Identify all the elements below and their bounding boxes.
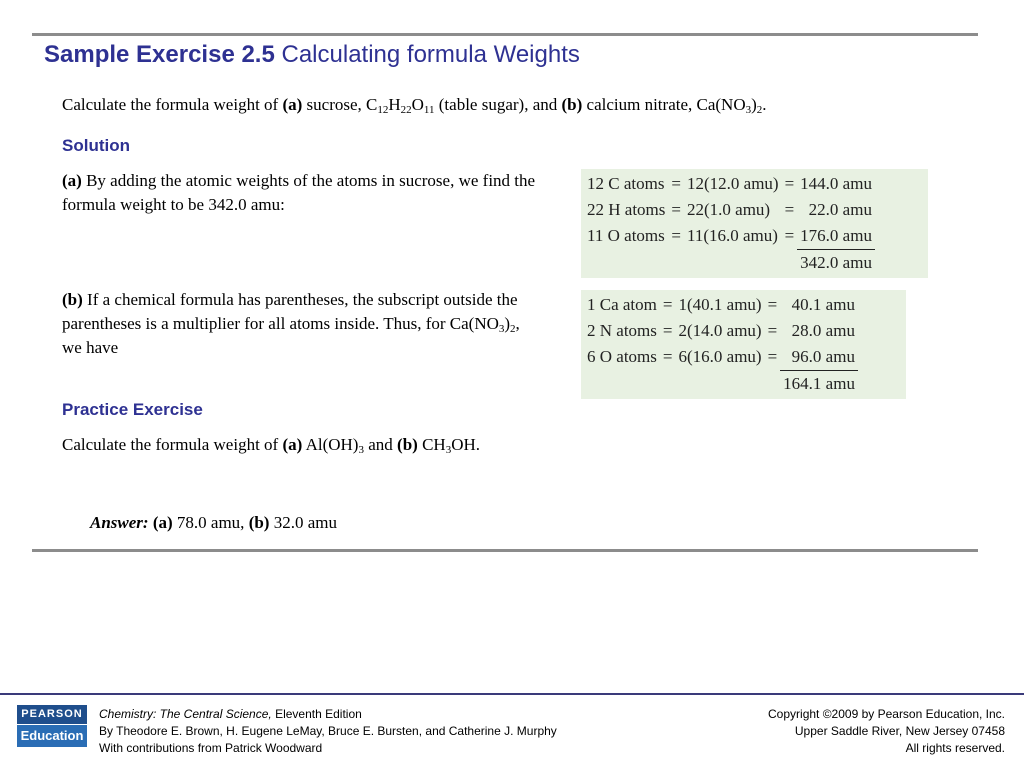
expression-cell: 6(16.0 amu) [678,347,762,367]
practice-heading: Practice Exercise [62,400,203,419]
title-topic: Calculating formula Weights [281,41,580,68]
practice-part: and [363,435,398,454]
book-line [99,706,557,723]
equals-sign: = [784,200,795,219]
part-b-body: If a chemical formula has parentheses, the subscript outside the parentheses is a multiplier for all atoms inside. Thus, for Ca(NO [62,290,518,333]
copyright-line: Copyright ©2009 by Pearson Education, Inc. [768,707,1005,721]
value-cell: 176.0 amu [797,223,875,250]
question-part: Calculate the formula weight of [62,95,283,114]
part-b-body: , we have [62,314,520,357]
subscript: 12 [377,104,389,116]
calcium-nitrate-calculation [581,290,906,399]
expression-cell: 22(1.0 amu) [686,200,771,219]
pearson-education-logo [17,705,87,747]
question-part: (table sugar), and [434,95,562,114]
label-b: (b) [561,95,583,114]
calc-row [584,344,858,371]
footer-copyright [768,706,1005,757]
practice-text [62,433,480,457]
subscript: 3 [358,444,364,456]
equals-sign: = [784,226,795,246]
calcium-nitrate-calc-table [584,292,858,397]
logo-top-text: PEARSON [17,705,87,724]
atoms-cell: 2 N atoms [587,321,657,340]
value-cell: 96.0 amu [780,344,858,371]
label-a: (a) [152,513,173,532]
answer-line [90,511,337,535]
equals-sign: = [662,321,673,340]
address-line: Upper Saddle River, New Jersey 07458 [794,724,1005,738]
label-a: (a) [282,95,303,114]
practice-part: OH. [451,435,480,454]
value-cell: 144.0 amu [800,174,872,193]
part-a-body: By adding the atomic weights of the atoms in sucrose, we find the formula weight to be 342.0 amu: [62,171,536,214]
top-divider [32,33,978,36]
slide-title [44,41,580,69]
label-b: (b) [397,435,418,454]
practice-part: Calculate the formula weight of [62,435,283,454]
calc-total-row [584,250,875,277]
equals-sign: = [767,295,778,314]
rights-line: All rights reserved. [905,741,1005,755]
equals-sign: = [671,226,681,246]
practice-part: CH [417,435,446,454]
value-cell: 40.1 amu [791,295,855,314]
bottom-divider [32,549,978,552]
calc-row [584,197,875,223]
expression-cell: 1(40.1 amu) [678,295,762,314]
total-value: 342.0 amu [800,253,872,272]
value-cell: 28.0 amu [791,321,855,340]
label-b: (b) [248,513,270,532]
question-part: H [388,95,401,114]
question-part: . [762,95,767,114]
question-part: calcium nitrate, Ca(NO [582,95,746,114]
sucrose-calc-table [584,171,875,276]
question-part: O [411,95,424,114]
subscript: 3 [445,444,452,456]
equals-sign: = [784,174,795,193]
calc-total-row [584,371,858,398]
atoms-cell: 6 O atoms [587,347,657,367]
question-part: sucrose, C [302,95,378,114]
authors-line: By Theodore E. Brown, H. Eugene LeMay, Bruce E. Bursten, and Catherine J. Murphy [99,724,557,738]
calc-row [584,318,858,344]
equals-sign: = [671,200,681,219]
subscript: 11 [423,104,435,116]
practice-part: Al(OH) [302,435,359,454]
contributions-line: With contributions from Patrick Woodward [99,741,323,755]
atoms-cell: 22 H atoms [587,200,666,219]
label-a: (a) [282,435,303,454]
expression-cell: 2(14.0 amu) [678,321,762,340]
label-a: (a) [62,171,82,190]
equals-sign: = [767,347,778,367]
equals-sign: = [671,174,681,193]
book-title: Chemistry: The Central Science, [99,707,272,721]
subscript: 2 [510,323,516,335]
equals-sign: = [662,347,673,367]
subscript: 3 [745,104,752,116]
total-value: 164.1 amu [783,374,855,393]
calc-row [584,292,858,318]
subscript: 22 [400,104,412,116]
subscript: 2 [756,104,763,116]
label-b: (b) [62,290,83,309]
atoms-cell: 1 Ca atom [587,295,657,314]
logo-bottom-text: Education [17,725,87,747]
part-a-text [62,169,542,217]
book-edition: Eleventh Edition [271,707,362,721]
calc-row [584,171,875,197]
expression-cell: 12(12.0 amu) [686,174,779,193]
atoms-cell: 12 C atoms [587,174,665,193]
atoms-cell: 11 O atoms [587,226,665,246]
answer-value-b: 32.0 amu [269,513,337,532]
part-b-body: ) [504,314,511,333]
answer-label: Answer: [90,513,149,532]
equals-sign: = [767,321,778,340]
expression-cell: 11(16.0 amu) [686,226,778,246]
question-part: ) [751,95,757,114]
answer-value-a: 78.0 amu, [172,513,249,532]
part-b-text [62,288,542,360]
footer-credits [99,706,557,757]
footer-rule [0,693,1024,695]
question-text [62,93,767,117]
calc-row [584,223,875,250]
equals-sign: = [662,295,673,314]
title-exercise-number: Sample Exercise 2.5 [44,41,275,68]
solution-heading: Solution [62,136,130,155]
value-cell: 22.0 amu [808,200,872,219]
sucrose-calculation [581,169,928,278]
subscript: 3 [498,323,505,335]
